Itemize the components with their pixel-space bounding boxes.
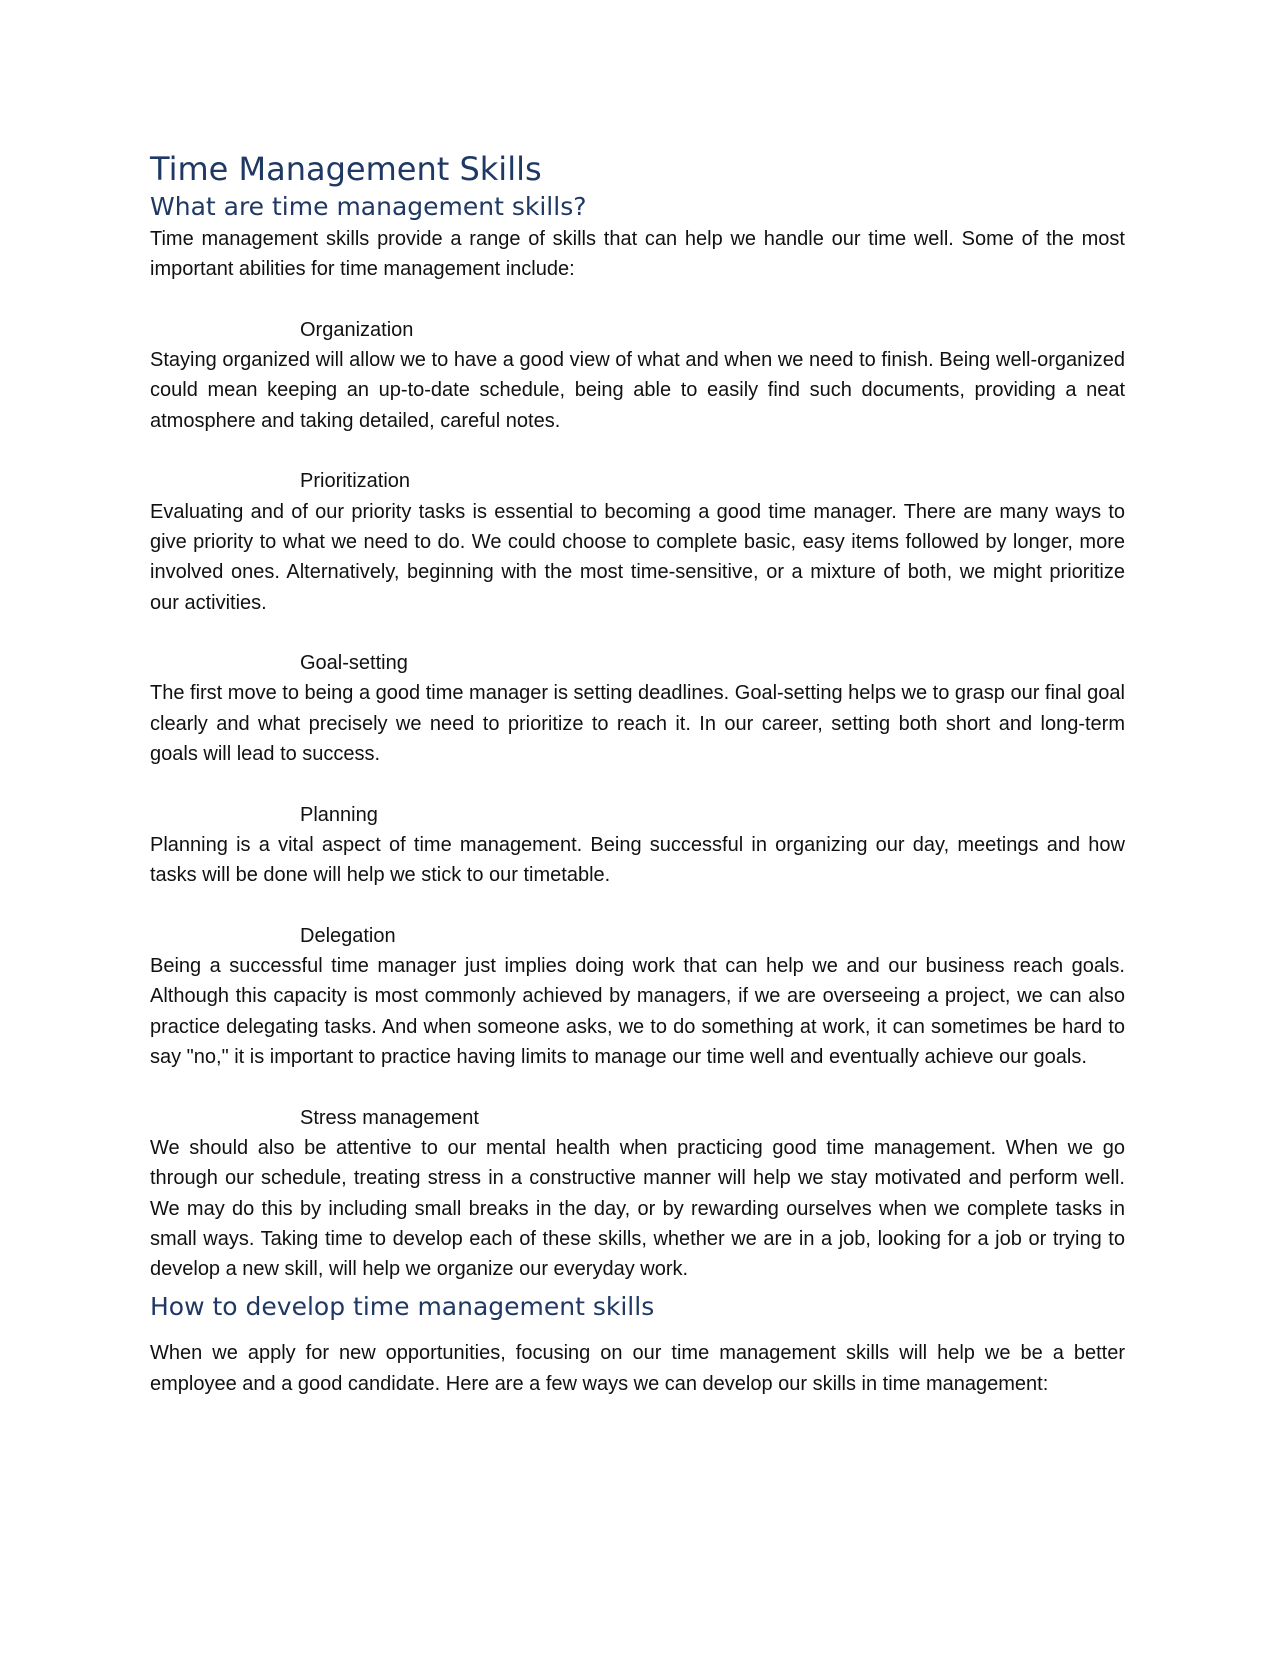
list-item-label: Organization (300, 318, 414, 341)
list-item-label: Stress management (300, 1106, 479, 1129)
section-heading-what: What are time management skills? (150, 192, 587, 221)
section-paragraph: Evaluating and of our priority tasks is essential to becoming a good time manager. There are many ways to give priority to what we need to do. We could choose to complete basic, easy items followed by longer, more involved ones. Alternatively, beginning with the most time-sensitive, or a mixture of both, we might prioritize our activities. (150, 500, 1125, 614)
section-paragraph: We should also be attentive to our mental health when practicing good time management. When we go through our schedule, treating stress in a constructive manner will help we stay motivated and perform well. We may do this by including small breaks in the day, or by rewarding ourselves when we complete tasks in small ways. Taking time to develop each of these skills, whether we are in a job, looking for a job or trying to develop a new skill, will help we organize our everyday work. (150, 1136, 1125, 1281)
list-item-label: Delegation (300, 924, 396, 947)
section-stress-management (150, 1103, 1125, 1285)
section-organization (150, 315, 1125, 436)
list-item-label: Planning (300, 803, 378, 826)
section-paragraph: Staying organized will allow we to have a good view of what and when we need to finish. Being well-organized could mean keeping an up-to-date schedule, being able to easily find such documents, providing a neat atmosphere and taking detailed, careful notes. (150, 349, 1125, 432)
section-paragraph: Being a successful time manager just implies doing work that can help we and our business reach goals. Although this capacity is most commonly achieved by managers, if we are overseeing a project, we can also practice delegating tasks. And when someone asks, we to do something at work, it can sometimes be hard to say "no," it is important to practice having limits to manage our time well and eventually achieve our goals. (150, 955, 1125, 1069)
document-page (150, 148, 1125, 1399)
section-delegation (150, 921, 1125, 1072)
section-paragraph: Planning is a vital aspect of time management. Being successful in organizing our day, meetings and how tasks will be done will help we stick to our timetable. (150, 833, 1125, 887)
section-paragraph: The first move to being a good time manager is setting deadlines. Goal-setting helps we to grasp our final goal clearly and what precisely we need to prioritize to reach it. In our career, setting both short and long-term goals will lead to success. (150, 682, 1125, 766)
list-item-label: Goal-setting (300, 652, 408, 675)
document-title: Time Management Skills (150, 150, 542, 188)
section-goal-setting (150, 648, 1125, 769)
section-planning (150, 800, 1125, 891)
intro-paragraph: Time management skills provide a range of skills that can help we handle our time well. Some of the most important abilities for time management include: (150, 228, 1125, 281)
section-prioritization (150, 466, 1125, 617)
closing-paragraph: When we apply for new opportunities, focusing on our time management skills will help we be a better employee and a good candidate. Here are a few ways we can develop our skills in time management: (150, 1342, 1125, 1395)
list-item-label: Prioritization (300, 470, 411, 493)
section-heading-how: How to develop time management skills (150, 1292, 655, 1322)
